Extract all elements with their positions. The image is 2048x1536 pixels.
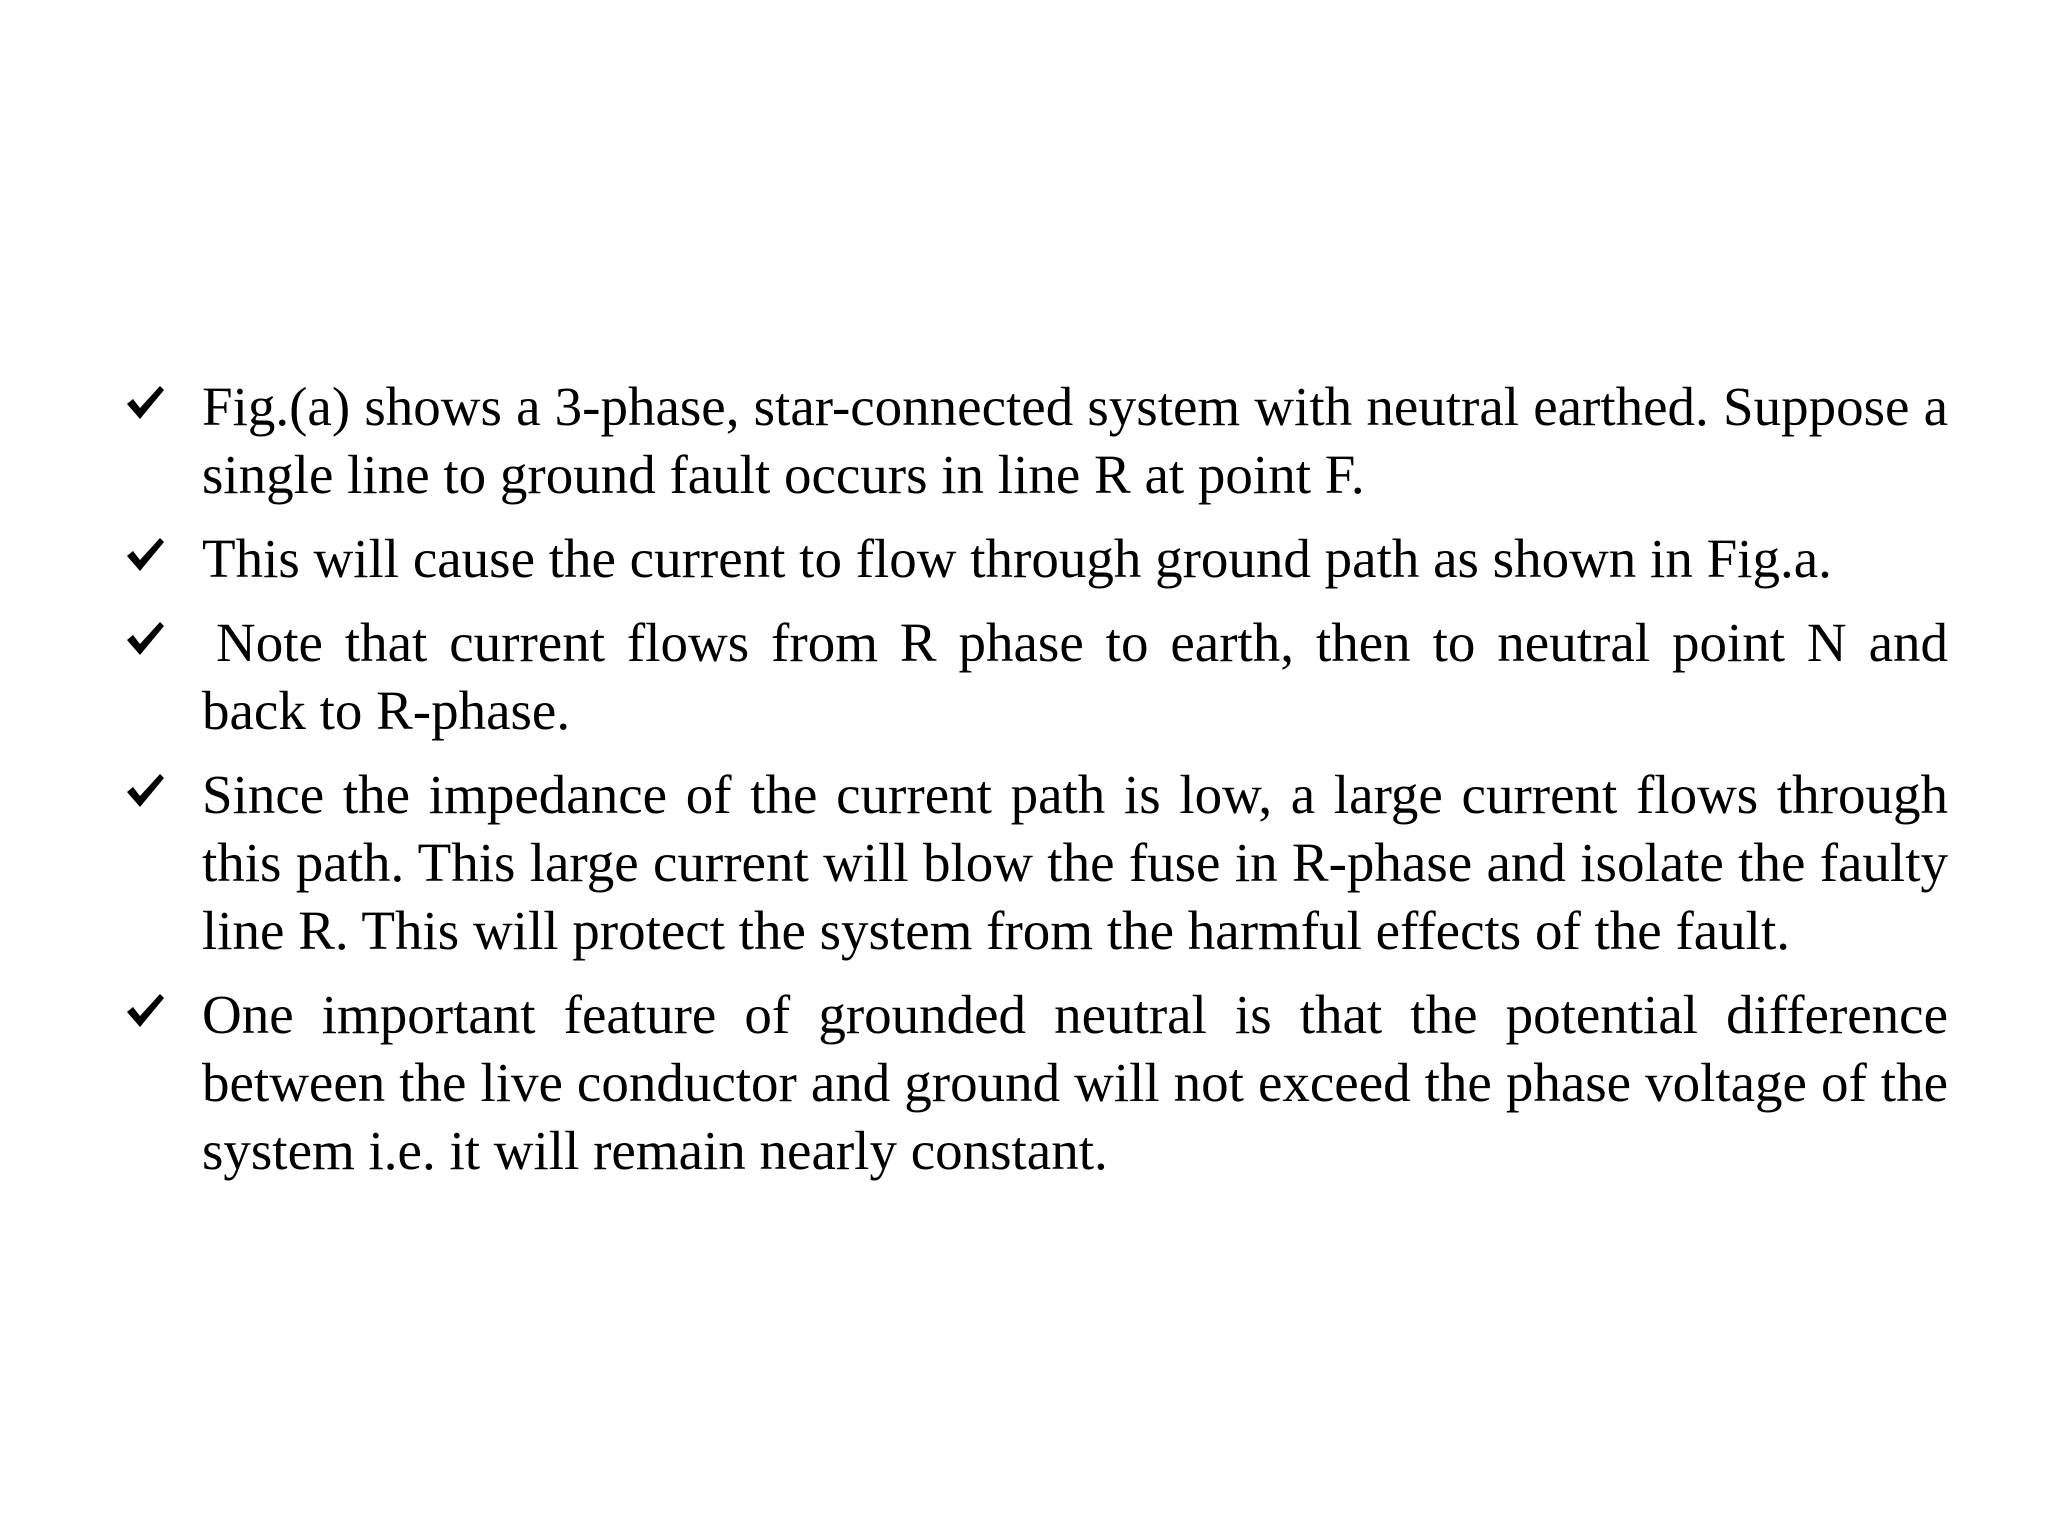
check-mark-icon [124, 609, 202, 677]
check-mark-icon [124, 525, 202, 593]
check-mark-icon [124, 981, 202, 1049]
check-mark-icon [124, 761, 202, 829]
list-item [124, 981, 1948, 1185]
bullet-text: One important feature of grounded neutral is that the potential difference between the live conductor and ground will not exceed the phase voltage of the system i.e. it will remain nearly constant. [202, 984, 1948, 1181]
list-item [124, 761, 1948, 965]
bullet-text: Fig.(a) shows a 3-phase, star-connected system with neutral earthed. Suppose a single line to ground fault occurs in line R at point F. [202, 376, 1948, 505]
bullet-text: This will cause the current to flow through ground path as shown in Fig.a. [202, 528, 1832, 589]
bullet-text: Note that current flows from R phase to earth, then to neutral point N and back to R-phase. [202, 612, 1948, 741]
bullet-text: Since the impedance of the current path is low, a large current flows through this path. This large current will blow the fuse in R-phase and isolate the faulty line R. This will protect the system from the harmful effects of the fault. [202, 764, 1948, 961]
list-item [124, 525, 1948, 593]
check-mark-icon [124, 373, 202, 441]
list-item [124, 609, 1948, 745]
bullet-list [124, 373, 1948, 1201]
list-item [124, 373, 1948, 509]
